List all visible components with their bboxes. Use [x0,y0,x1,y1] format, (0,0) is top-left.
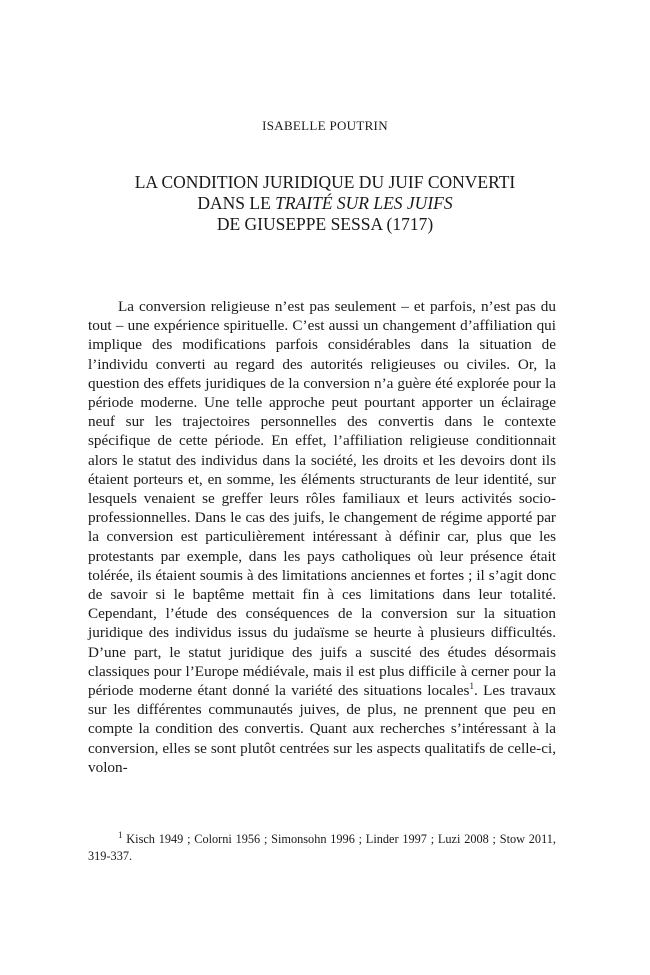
title-line-3: DE GIUSEPPE SESSA (1717) [216,214,434,234]
title-line-2-italic: TRAITÉ SUR LES JUIFS [275,193,453,213]
body-text-part-1: La conversion religieuse n’est pas seulement – et parfois, n’est pas du tout – une expérience spirituelle. C’est aussi un changement d’affiliation qui implique des modifications parfois considérables dans la situation de l’individu converti au regard des autorités religieuses ou civiles. Or, la question des effets juridiques de la conversion n’a guère été explorée pour la période moderne. Une telle approche peut pourtant apporter un éclairage neuf sur les trajectoires personnelles des convertis dans le contexte spécifique de cette période. En effet, l’affiliation religieuse conditionnait alors le statut des individus dans la société, les droits et les devoirs dont ils étaient porteurs et, en somme, les éléments structurants de leur identité, sur lesquels venaient se greffer leurs rôles familiaux et leurs activités socio-professionnelles. Dans le cas des juifs, le changement de régime apporté par la conversion est particulièrement intéressant à définir car, plus que les protestants par exemple, dans les pays catholiques où leur présence était tolérée, ils étaient soumis à des limitations anciennes et fortes ; il s’agit donc de savoir si le baptême mettait fin à ces limitations dans leur totalité. Cependant, l’étude des conséquences de la conversion sur la situation juridique des individus issus du judaïsme se heurte à plusieurs difficultés. D’une part, le statut juridique des juifs a suscité des études désormais classiques pour l’Europe médiévale, mais il est plus difficile à cerner pour la période moderne étant donné la variété des situations locales [88,298,556,700]
footnote-number: 1 [118,829,123,840]
title-line-2-prefix: DANS LE [197,193,276,213]
article-title [0,172,650,235]
body-paragraph [88,297,556,777]
footnote-reference: 1 [469,681,474,691]
author-name: ISABELLE POUTRIN [262,118,388,133]
footnote [88,831,556,865]
title-line-1: LA CONDITION JURIDIQUE DU JUIF CONVERTI [134,172,516,192]
body-text-part-2: . Les travaux sur les différentes communautés juives, de plus, ne prennent que peu en compte la condition des convertis. Quant aux recherches s’intéressant à la conversion, elles se sont plutôt centrées sur les aspects qualitatifs de celle-ci, volon- [88,682,557,776]
footnote-text: Kisch 1949 ; Colorni 1956 ; Simonsohn 1996 ; Linder 1997 ; Luzi 2008 ; Stow 2011, 319-337. [88,832,556,863]
title-line-2 [0,193,650,214]
